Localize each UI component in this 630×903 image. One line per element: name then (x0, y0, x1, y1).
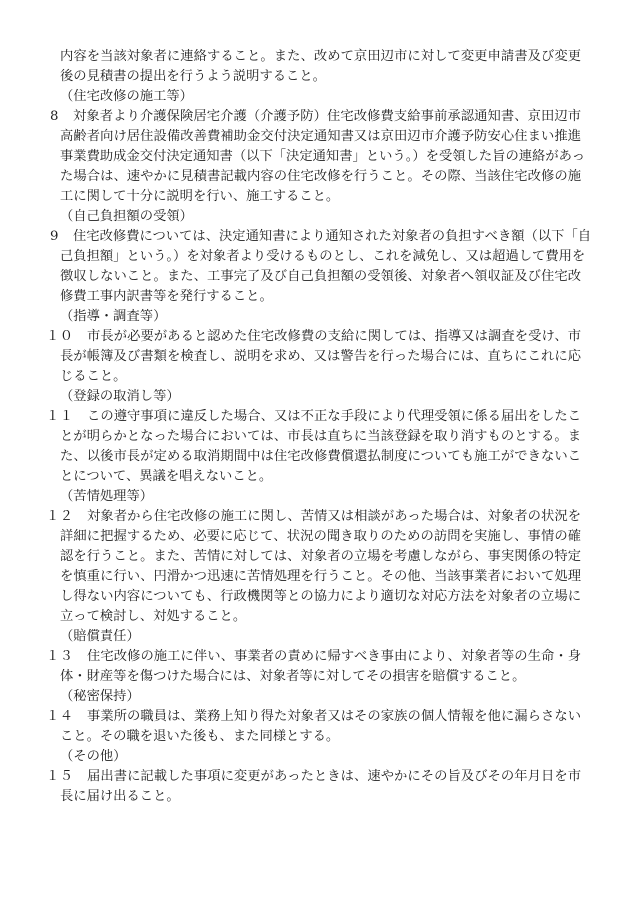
section-heading (0, 87, 630, 107)
text-line: 対象者より介護保険居宅介護（介護予防）住宅改修費支給事前承認通知書、京田辺市 (73, 109, 581, 124)
item-line (0, 427, 630, 447)
section-heading (0, 627, 630, 647)
text-line: 修費工事内訳書等を発行すること。 (60, 289, 273, 304)
item-line (0, 667, 630, 687)
text-line: 市長が必要があると認めた住宅改修費の支給に関しては、指導又は調査を受け、市 (87, 329, 581, 344)
heading-text: （自己負担額の受領） (60, 209, 193, 224)
section-heading (0, 207, 630, 227)
section-heading (0, 747, 630, 767)
heading-text: （住宅改修の施工等） (60, 89, 193, 104)
section-heading (0, 387, 630, 407)
text-line: 届出書に記載した事項に変更があったときは、速やかにその旨及びその年月日を市 (87, 769, 581, 784)
item-line (0, 287, 630, 307)
item-number: １４ (46, 709, 74, 724)
numbered-item (0, 107, 630, 127)
text-line: 体・財産等を傷つけた場合には、対象者等に対してその損害を賠償すること。 (60, 669, 526, 684)
text-line: 立って検討し、対処すること。 (60, 609, 247, 624)
item-line (0, 147, 630, 167)
item-line (0, 167, 630, 187)
text-line: こと。その職を退いた後も、また同様とする。 (60, 729, 340, 744)
item-number: １２ (46, 509, 74, 524)
text-line: 長に届け出ること。 (60, 789, 180, 804)
numbered-item (0, 327, 630, 347)
heading-text: （指導・調査等） (60, 309, 167, 324)
text-line: 工に関して十分に説明を行い、施工すること。 (60, 189, 340, 204)
text-line: 事業所の職員は、業務上知り得た対象者又はその家族の個人情報を他に漏らさない (87, 709, 581, 724)
item-number: 8 (50, 109, 59, 124)
text-line: 詳細に把握するため、必要に応じて、状況の聞き取りのための訪問を実施し、事情の確 (60, 529, 581, 544)
text-line: 徴収しないこと。また、工事完了及び自己負担額の受領後、対象者へ領収証及び住宅改 (60, 269, 581, 284)
text-line: 内容を当該対象者に連絡すること。また、改めて京田辺市に対して変更申請書及び変更 (60, 49, 581, 64)
item-number: １３ (46, 649, 74, 664)
text-line: た、以後市長が定める取消期間中は住宅改修費償還払制度についても施工ができないこ (60, 449, 581, 464)
item-line (0, 267, 630, 287)
item-line (0, 367, 630, 387)
text-line: 高齢者向け居住設備改善費補助金交付決定通知書又は京田辺市介護予防安心住まい推進 (60, 129, 581, 144)
heading-text: （登録の取消し等） (60, 389, 180, 404)
item-line (0, 567, 630, 587)
text-line: し得ない内容についても、行政機関等との協力により適切な対応方法を対象者の立場に (60, 589, 581, 604)
text-line: 認を行うこと。また、苦情に対しては、対象者の立場を考慮しながら、事実関係の特定 (60, 549, 581, 564)
section-heading (0, 307, 630, 327)
text-line: 対象者から住宅改修の施工に関し、苦情又は相談があった場合は、対象者の状況を (87, 509, 581, 524)
item-line (0, 467, 630, 487)
item-number: １５ (46, 769, 74, 784)
heading-text: （秘密保持） (60, 689, 140, 704)
item-line (0, 347, 630, 367)
numbered-item (0, 647, 630, 667)
heading-text: （賠償責任） (60, 629, 140, 644)
item-line (0, 787, 630, 807)
item-line (0, 607, 630, 627)
item-line (0, 247, 630, 267)
text-line: じること。 (60, 369, 127, 384)
intro-line (0, 47, 630, 67)
text-line: この遵守事項に違反した場合、又は不正な手段により代理受領に係る届出をしたこ (87, 409, 581, 424)
section-heading (0, 487, 630, 507)
item-line (0, 547, 630, 567)
text-line: 事業費助成金交付決定通知書（以下「決定通知書」という。）を受領した旨の連絡があっ (60, 149, 586, 164)
item-line (0, 127, 630, 147)
heading-text: （苦情処理等） (60, 489, 154, 504)
text-line: 後の見積書の提出を行うよう説明すること。 (60, 69, 326, 84)
numbered-item (0, 407, 630, 427)
numbered-item (0, 227, 630, 247)
text-line: 住宅改修の施工に伴い、事業者の責めに帰すべき事由により、対象者等の生命・身 (87, 649, 581, 664)
item-line (0, 587, 630, 607)
intro-line (0, 67, 630, 87)
numbered-item (0, 767, 630, 787)
section-heading (0, 687, 630, 707)
item-line (0, 447, 630, 467)
heading-text: （その他） (60, 749, 127, 764)
numbered-item (0, 507, 630, 527)
text-line: とについて、異議を唱えないこと。 (60, 469, 273, 484)
text-line: 長が帳簿及び書類を検査し、説明を求め、又は警告を行った場合には、直ちにこれに応 (60, 349, 581, 364)
item-number: １０ (46, 329, 74, 344)
item-line (0, 727, 630, 747)
item-line (0, 527, 630, 547)
text-line: 己負担額」という。）を対象者より受けるものとし、これを減免し、又は超過して費用を (60, 249, 586, 264)
text-line: を慎重に行い、円滑かつ迅速に苦情処理を行うこと。その他、当該事業者において処理 (60, 569, 581, 584)
text-line: た場合は、速やかに見積書記載内容の住宅改修を行うこと。その際、当該住宅改修の施 (60, 169, 581, 184)
text-line: とが明らかとなった場合においては、市長は直ちに当該登録を取り消すものとする。ま (60, 429, 581, 444)
text-line: 住宅改修費については、決定通知書により通知された対象者の負担すべき額（以下「自 (73, 229, 592, 244)
item-line (0, 187, 630, 207)
item-number: １１ (46, 409, 74, 424)
item-number: 9 (50, 229, 59, 244)
numbered-item (0, 707, 630, 727)
